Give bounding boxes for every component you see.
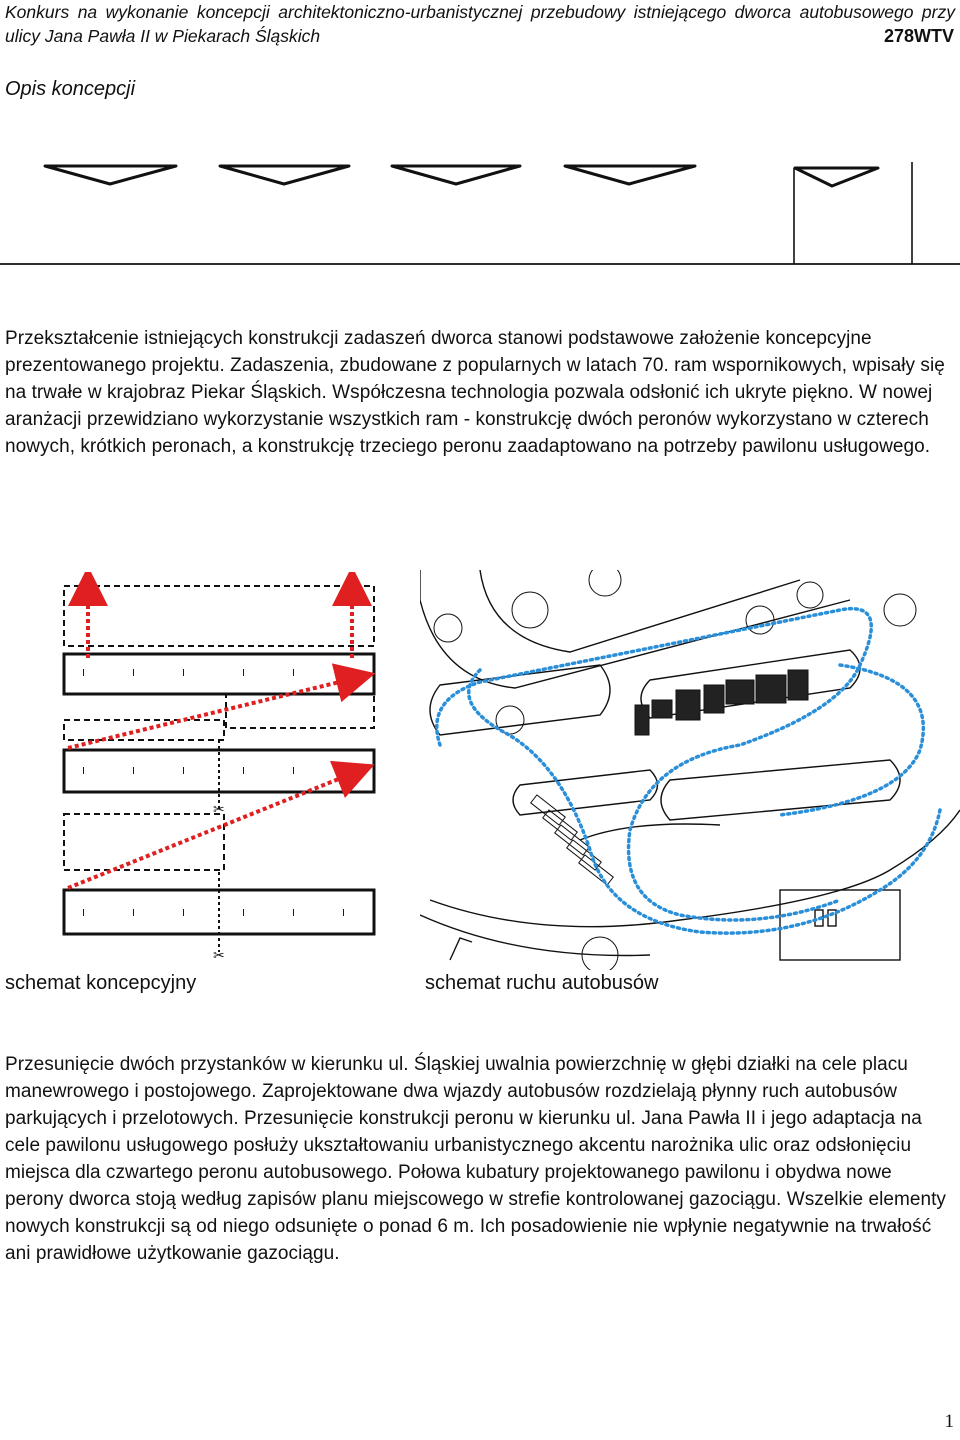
svg-text:✂: ✂ [213, 802, 225, 818]
svg-text:I: I [242, 766, 245, 777]
svg-text:I: I [132, 766, 135, 777]
section-title: Opis koncepcji [5, 78, 136, 100]
entry-code: 278WTV [883, 26, 954, 46]
svg-text:I: I [292, 908, 295, 919]
svg-text:I: I [182, 908, 185, 919]
paragraph-traffic: Przesunięcie dwóch przystanków w kierunku ul. Śląskiej uwalnia powierzchnię w głębi działki na cele placu manewrowego i postojowego. Zaprojektowane dwa wjazdy autobusów rozdzielają płynny ruch autobusów parkujących i przelotowych. Przesunięcie konstrukcji peronu w kierunku ul. Jana Pawła II i jego adaptacja na cele pawilonu usługowego posłuży ukształtowaniu urbanistycznego akcentu narożnika ulic oraz odsłonięciu miejsca dla czwartego peronu autobusowego. Połowa kubatury projektowanego pawilonu i obydwa nowe perony dworca stoją według zapisów planu miejscowego w strefie kontrolowanej gazociągu. Wszelkie elementy nowych konstrukcji są od niego odsunięte o ponad 6 m. Ich posadowienie nie wpłynie negatywnie na trwałość ani prawidłowe użytkowanie gazociągu. [5, 1054, 946, 1264]
figure-caption-bus-traffic: schemat ruchu autobusów [425, 972, 659, 994]
svg-text:I: I [132, 908, 135, 919]
roof-canopy-sketch [0, 148, 960, 270]
svg-text:I: I [242, 668, 245, 679]
svg-text:I: I [292, 668, 295, 679]
svg-text:I: I [182, 668, 185, 679]
svg-text:I: I [82, 668, 85, 679]
figure-caption-concept: schemat koncepcyjny [5, 972, 197, 994]
concept-scheme-diagram [56, 572, 378, 964]
svg-text:I: I [82, 908, 85, 919]
svg-text:I: I [82, 766, 85, 777]
svg-text:I: I [242, 908, 245, 919]
bus-traffic-scheme-diagram [420, 570, 960, 970]
svg-text:I: I [342, 908, 345, 919]
svg-text:✂: ✂ [213, 948, 225, 964]
page-number: 1 [944, 1411, 954, 1432]
svg-text:I: I [342, 766, 345, 777]
svg-text:I: I [182, 766, 185, 777]
paragraph-concept: Przekształcenie istniejących konstrukcji zadaszeń dworca stanowi podstawowe założenie koncepcyjne prezentowanego projektu. Zadaszenia, zbudowane z popularnych w latach 70. ram wspornikowych, wpisały się na trwałe w krajobraz Piekar Śląskich. Współczesna technologia pozwala odsłonić ich ukryte piękno. W nowej aranżacji przewidziano wykorzystanie wszystkich ram - konstrukcję dwóch peronów wykorzystano w czterech nowych, krótkich peronach, a konstrukcję trzeciego peronu zaadaptowano na potrzeby pawilonu usługowego. [5, 328, 945, 457]
svg-text:I: I [132, 668, 135, 679]
svg-text:I: I [342, 668, 345, 679]
document-header-title: Konkurs na wykonanie koncepcji architektoniczno-urbanistycznej przebudowy istniejącego dworca autobusowego przy ulicy Jana Pawła II w Piekarach Śląskich [5, 2, 955, 46]
svg-text:I: I [292, 766, 295, 777]
